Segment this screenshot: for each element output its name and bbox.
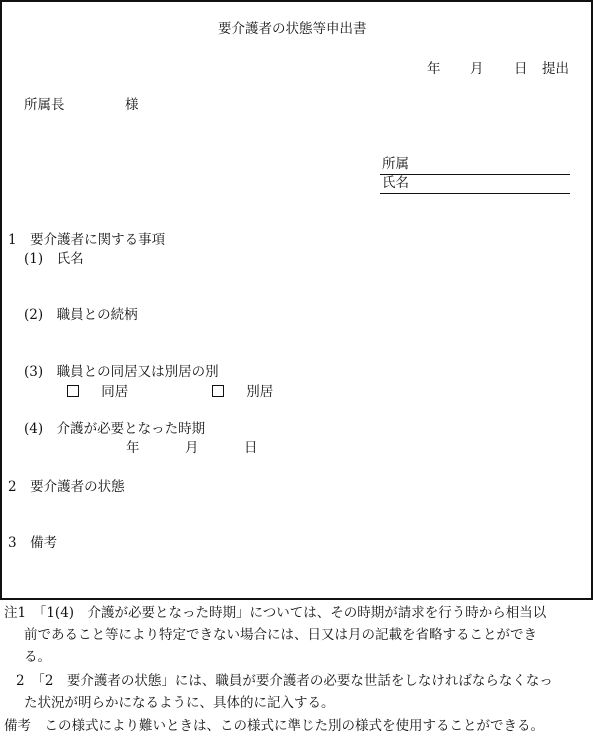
care-start-year: 年	[126, 440, 140, 456]
option-cohabiting[interactable]	[67, 385, 128, 400]
option-separate[interactable]	[212, 385, 273, 400]
cohabiting-label: 同居	[101, 384, 129, 400]
addressee-honorific: 様	[125, 97, 139, 113]
separate-label: 別居	[246, 384, 274, 400]
note-2-line-2: た状況が明らかになるように、具体的に記入する。	[24, 695, 335, 711]
addressee-label: 所属長	[24, 97, 65, 113]
note-1-line-1: 注1 「1(4) 介護が必要となった時期」については、その時期が請求を行う時から相当以	[4, 605, 547, 621]
affiliation-field[interactable]	[380, 156, 570, 175]
section-1-heading: 1 要介護者に関する事項	[8, 232, 166, 248]
care-recipient-name-label: (1) 氏名	[24, 251, 84, 267]
submit-label: 提出	[542, 61, 569, 77]
submit-day-label: 日	[514, 61, 528, 77]
section-2-heading: 2 要介護者の状態	[8, 479, 125, 495]
living-arrangement-label: (3) 職員との同居又は別居の別	[24, 364, 219, 380]
cohabiting-checkbox[interactable]	[67, 385, 79, 397]
note-1-line-3: る。	[24, 649, 51, 665]
relationship-label: (2) 職員との続柄	[24, 307, 138, 323]
applicant-name-label: 氏名	[382, 175, 409, 191]
submit-month-label: 月	[470, 61, 484, 77]
form-title: 要介護者の状態等申出書	[218, 21, 367, 37]
care-start-day: 日	[244, 440, 258, 456]
section-3-heading: 3 備考	[8, 535, 58, 551]
applicant-name-field[interactable]	[380, 175, 570, 194]
care-start-month: 月	[185, 440, 199, 456]
note-2-line-1: 2 「2 要介護者の状態」には、職員が要介護者の必要な世話をしなければならなくなっ	[16, 673, 553, 689]
remark-line: 備考 この様式により難いときは、この様式に準じた別の様式を使用することができる。	[4, 718, 544, 734]
separate-checkbox[interactable]	[212, 385, 224, 397]
affiliation-label: 所属	[382, 156, 409, 172]
care-start-label: (4) 介護が必要となった時期	[24, 421, 206, 437]
note-1-line-2: 前であること等により特定できない場合には、日又は月の記載を省略することができ	[24, 627, 537, 643]
submit-year-label: 年	[427, 61, 441, 77]
